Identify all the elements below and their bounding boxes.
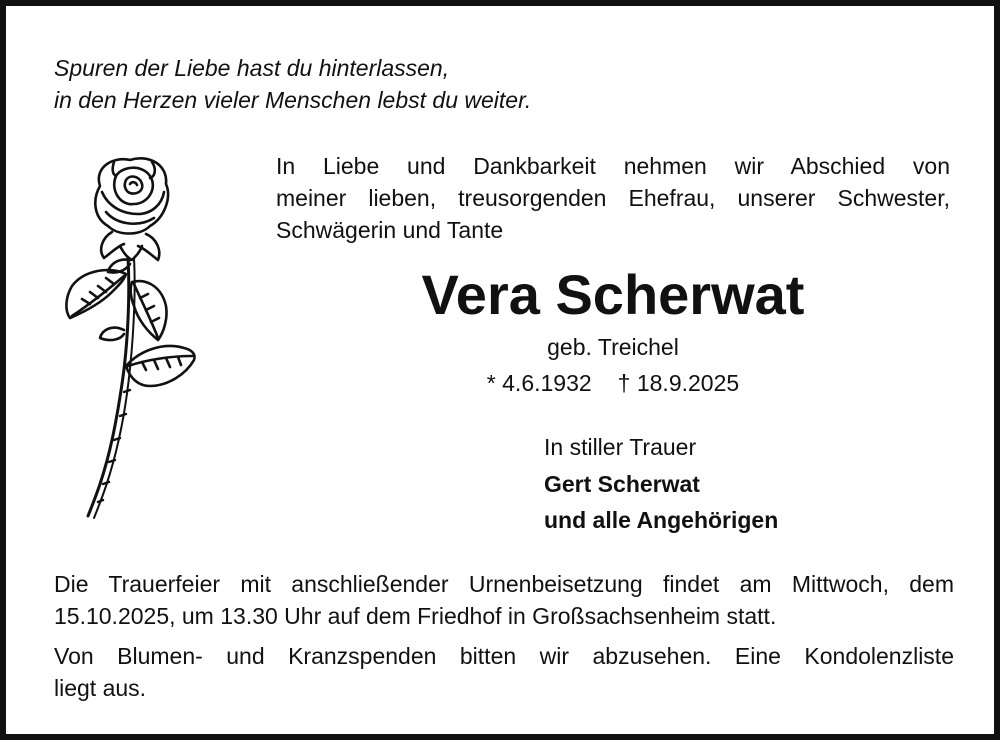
flowers-line-1: Von Blumen- und Kranzspenden bitten wir abzusehen. Eine Kondolenzliste (54, 643, 954, 669)
death-date: † 18.9.2025 (617, 370, 740, 396)
flowers-line-2: liegt aus. (54, 675, 147, 701)
farewell-intro (276, 150, 950, 246)
deceased-name: Vera Scherwat (421, 263, 805, 326)
intro-line-3: Schwägerin und Tante (276, 217, 504, 243)
verse-line-1: Spuren der Liebe hast du hinterlassen, (54, 55, 450, 81)
mourner-relatives: und alle Angehörigen (544, 507, 779, 533)
service-information (54, 568, 954, 704)
mourner-name: Gert Scherwat (544, 471, 700, 497)
intro-line-1: In Liebe und Dankbarkeit nehmen wir Abschied von (276, 153, 950, 179)
rose-icon (54, 154, 214, 522)
verse-line-2: in den Herzen vieler Menschen lebst du weiter. (54, 87, 532, 113)
service-line-2: 15.10.2025, um 13.30 Uhr auf dem Friedhof in Großsachsenheim statt. (54, 603, 777, 629)
birth-date: * 4.6.1932 (486, 370, 592, 396)
life-dates (276, 368, 950, 398)
mourners-block (544, 430, 778, 538)
memorial-verse (54, 52, 531, 116)
service-line-1: Die Trauerfeier mit anschließender Urnenbeisetzung findet am Mittwoch, dem (54, 571, 954, 597)
intro-line-2: meiner lieben, treusorgenden Ehefrau, unserer Schwester, (276, 185, 950, 211)
maiden-name: geb. Treichel (547, 334, 679, 360)
flowers-note (54, 640, 954, 704)
mourning-phrase: In stiller Trauer (544, 434, 697, 460)
